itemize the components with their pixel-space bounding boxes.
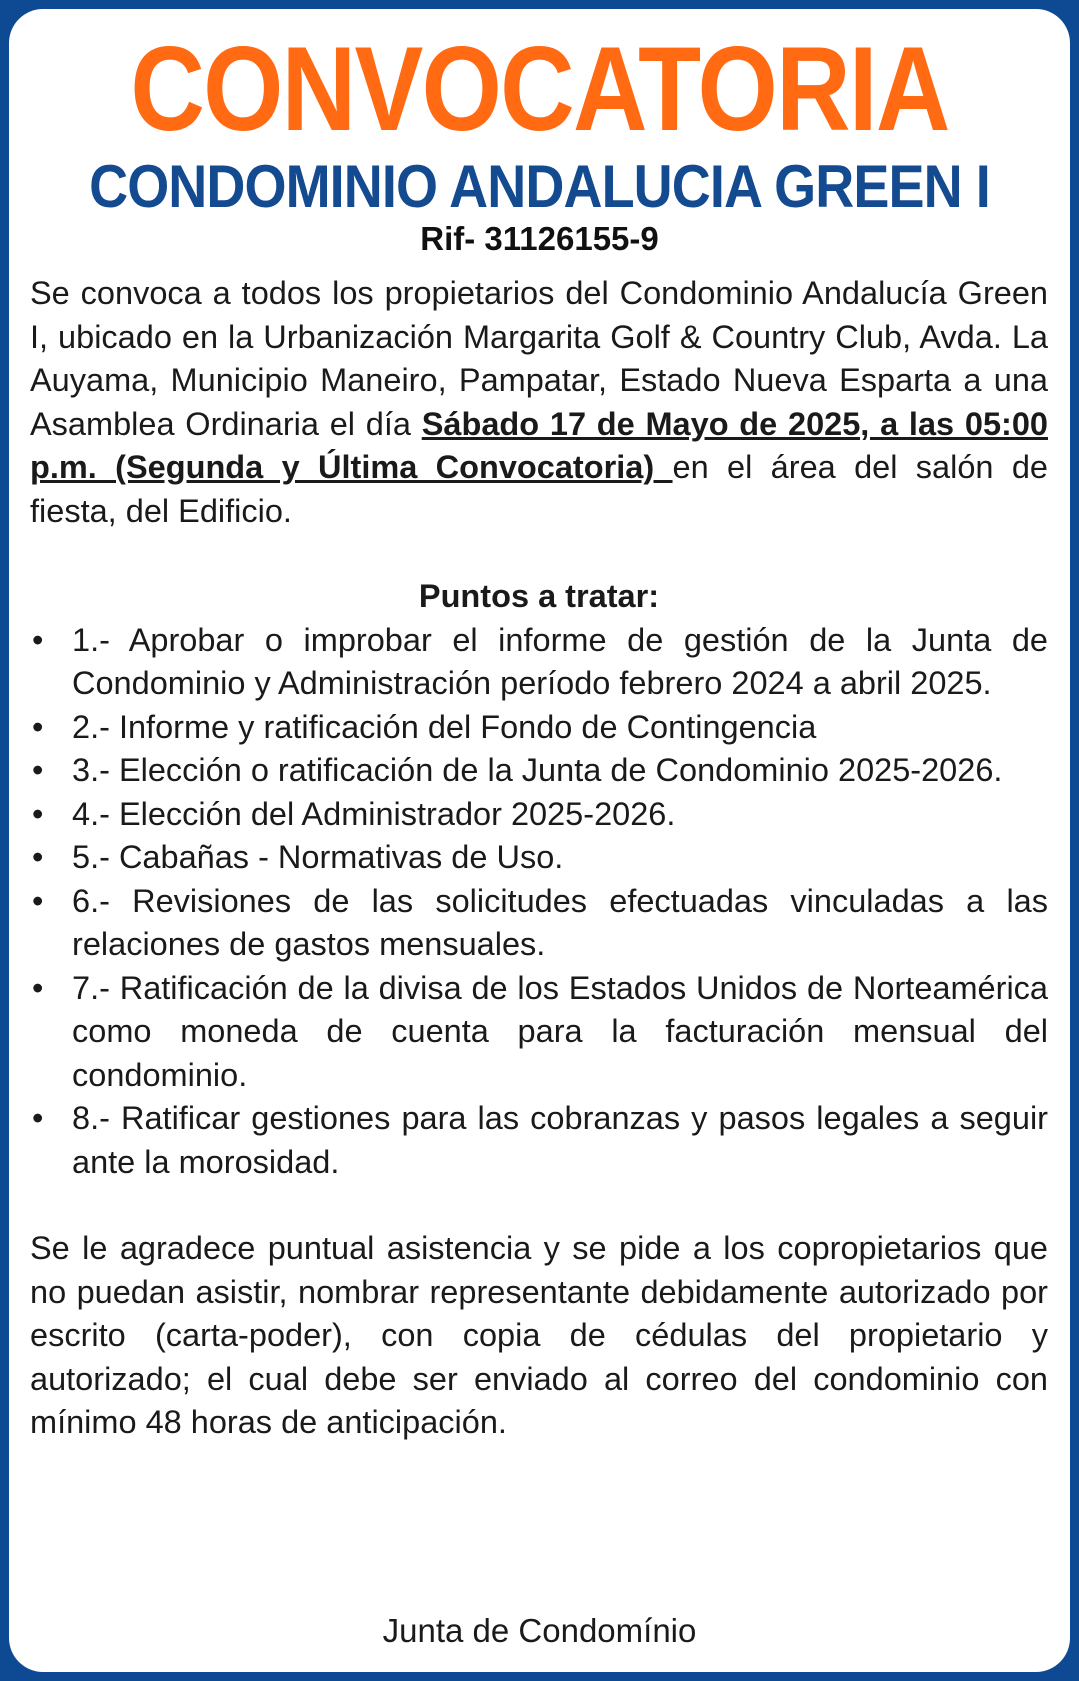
rif-number: Rif- 31126155-9 bbox=[420, 220, 659, 257]
bullet-icon: • bbox=[32, 795, 44, 832]
agenda-item bbox=[30, 836, 1048, 880]
agenda-item bbox=[30, 619, 1048, 706]
notice-title: CONVOCATORIA bbox=[130, 22, 949, 156]
agenda-item bbox=[30, 793, 1048, 837]
notice-card bbox=[9, 9, 1070, 1672]
condominium-name: CONDOMINIO ANDALUCIA GREEN I bbox=[89, 153, 990, 220]
notice-body bbox=[30, 272, 1048, 1445]
agenda-item bbox=[30, 706, 1048, 750]
intro-paragraph bbox=[30, 272, 1048, 533]
agenda-item bbox=[30, 749, 1048, 793]
signature: Junta de Condomínio bbox=[382, 1612, 697, 1649]
bullet-icon: • bbox=[32, 882, 44, 919]
bullet-icon: • bbox=[32, 752, 44, 788]
bullet-icon: • bbox=[32, 1100, 44, 1136]
agenda-item bbox=[30, 1097, 1048, 1184]
bullet-icon: • bbox=[32, 708, 44, 745]
agenda-list bbox=[30, 619, 1048, 1185]
agenda-item-text: 7.- Ratificación de la divisa de los Estados Unidos de Norteamérica como moneda de cuenta para la facturación mensual del condominio. bbox=[72, 969, 1048, 1093]
agenda-item-text: 3.- Elección o ratificación de la Junta de Condominio 2025-2026. bbox=[72, 752, 1003, 788]
closing-paragraph: Se le agradece puntual asistencia y se pide a los copropietarios que no puedan asistir, nombrar representante debidamente autorizado por escrito (carta-poder), con copia de cédulas del propietario y autorizado; el cual debe ser enviado al correo del condominio con mínimo 48 horas de anticipación. bbox=[30, 1230, 1048, 1440]
bullet-icon: • bbox=[32, 839, 44, 875]
agenda-item-text: 4.- Elección del Administrador 2025-2026. bbox=[72, 795, 676, 832]
intro-text: Se convoca a todos los propietarios del Condominio Andalucía Green I, ubicado en la Urbanización Margarita Golf & Country Club, Avda. La Auyama, Municipio Maneiro, Pampatar, Estado Nueva Esparta a una Asamblea Ordinaria el día bbox=[30, 275, 1048, 442]
bullet-icon: • bbox=[32, 969, 44, 1006]
bullet-icon: • bbox=[32, 621, 44, 658]
agenda-item-text: 1.- Aprobar o improbar el informe de gestión de la Junta de Condominio y Administración período febrero 2024 a abril 2025. bbox=[72, 621, 1048, 701]
agenda-item bbox=[30, 967, 1048, 1098]
agenda-item bbox=[30, 880, 1048, 967]
agenda-item-text: 6.- Revisiones de las solicitudes efectuadas vinculadas a las relaciones de gastos mensuales. bbox=[72, 882, 1048, 962]
agenda-item-text: 8.- Ratificar gestiones para las cobranzas y pasos legales a seguir ante la morosidad. bbox=[72, 1100, 1048, 1180]
agenda-item-text: 5.- Cabañas - Normativas de Uso. bbox=[72, 839, 564, 875]
agenda-title: Puntos a tratar: bbox=[418, 578, 660, 614]
agenda-item-text: 2.- Informe y ratificación del Fondo de Contingencia bbox=[72, 708, 817, 745]
meeting-date-highlight: Sábado 17 de Mayo de 2025, a las 05:00 p.m. (Segunda y Última Convocatoria) bbox=[30, 405, 1048, 485]
intro-text-end: en el área del salón de fiesta, del Edificio. bbox=[30, 449, 1048, 529]
